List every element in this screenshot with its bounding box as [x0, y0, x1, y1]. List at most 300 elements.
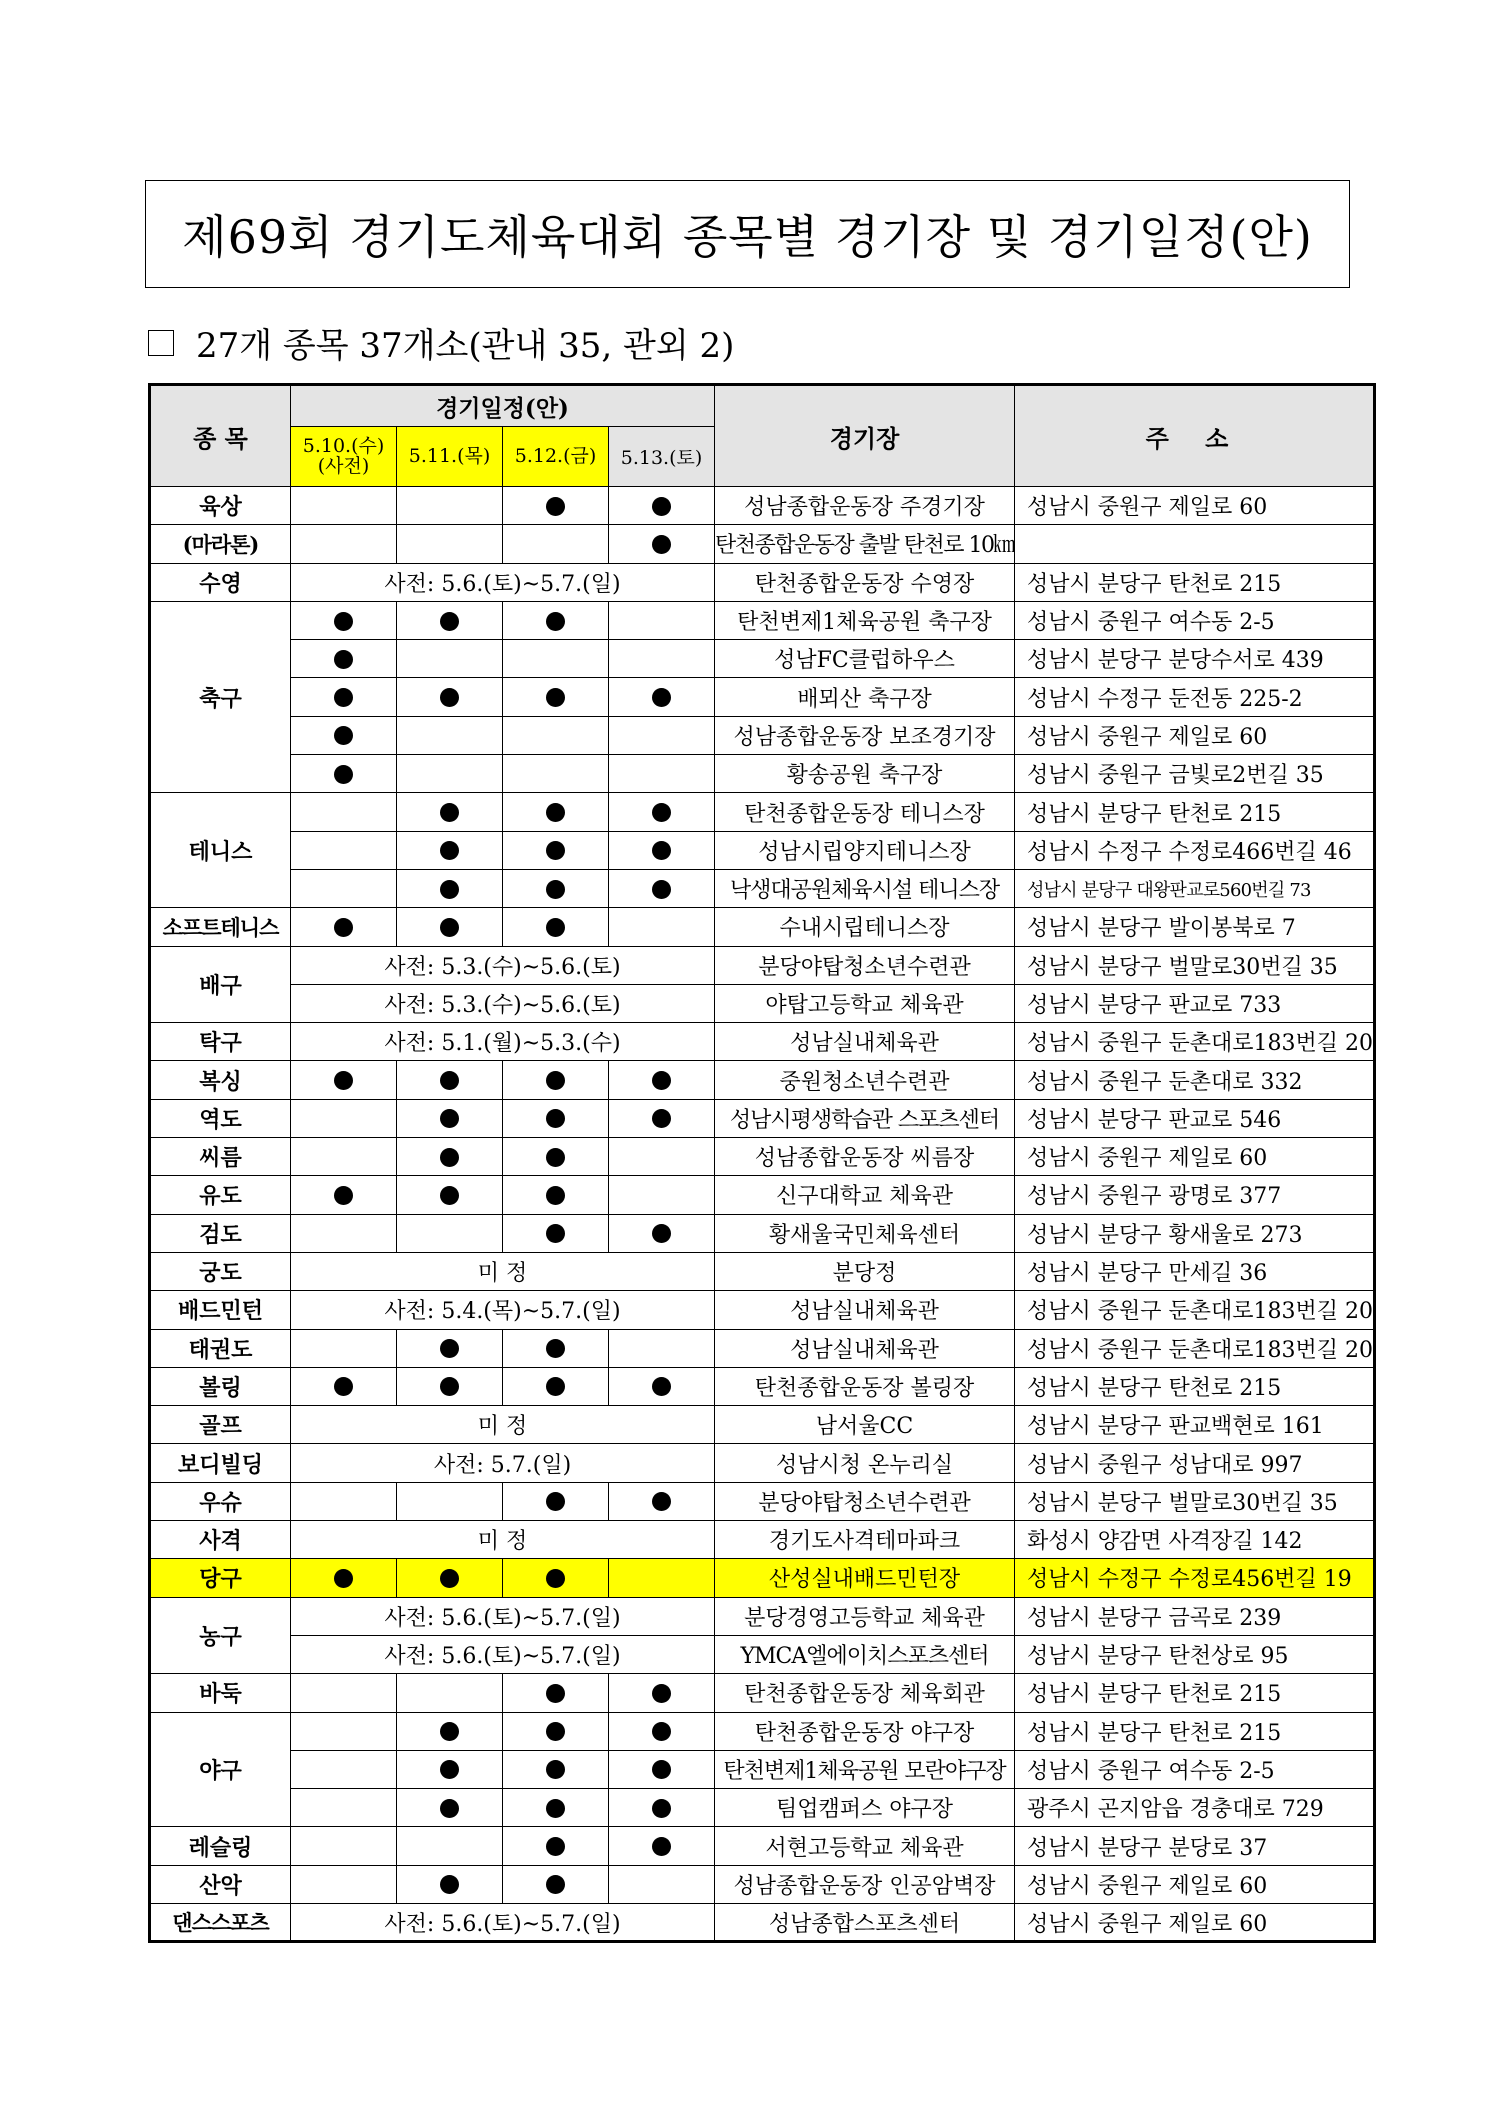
day-cell: [503, 755, 609, 793]
venue-address: 성남시 중원구 제일로 60: [1015, 1138, 1375, 1176]
filled-circle-icon: [334, 1071, 353, 1090]
filled-circle-icon: [546, 1071, 565, 1090]
day-cell: [503, 1138, 609, 1176]
filled-circle-icon: [440, 612, 459, 631]
day-cell: [291, 793, 397, 831]
day-cell: [503, 1099, 609, 1137]
venue-address: 성남시 중원구 제일로 60: [1015, 1865, 1375, 1903]
table-row: [150, 755, 1375, 793]
filled-circle-icon: [546, 497, 565, 516]
day-cell: [397, 1367, 503, 1405]
table-row: [150, 1712, 1375, 1750]
venue-address: 광주시 곤지암읍 경충대로 729: [1015, 1789, 1375, 1827]
venue-name: 탄천종합운동장 체육회관: [715, 1674, 1015, 1712]
filled-circle-icon: [440, 1569, 459, 1588]
filled-circle-icon: [440, 918, 459, 937]
filled-circle-icon: [440, 688, 459, 707]
table-row: [150, 1214, 1375, 1252]
venue-name: 성남종합운동장 인공암벽장: [715, 1865, 1015, 1903]
day-cell: [291, 1138, 397, 1176]
filled-circle-icon: [546, 1760, 565, 1779]
day-cell: [291, 1674, 397, 1712]
table-row: [150, 525, 1375, 563]
day-cell: [503, 601, 609, 639]
sport-name: 역도: [150, 1099, 291, 1137]
table-row: [150, 793, 1375, 831]
day-cell: [291, 1329, 397, 1367]
sport-name: 농구: [150, 1597, 291, 1674]
schedule-note: 사전: 5.6.(토)~5.7.(일): [291, 1903, 715, 1941]
day-cell: [609, 487, 715, 525]
venue-name: 성남실내체육관: [715, 1291, 1015, 1329]
filled-circle-icon: [440, 1186, 459, 1205]
schedule-note: 사전: 5.6.(토)~5.7.(일): [291, 1597, 715, 1635]
filled-circle-icon: [546, 1837, 565, 1856]
venue-address: 성남시 분당구 탄천로 215: [1015, 793, 1375, 831]
filled-circle-icon: [652, 535, 671, 554]
venue-address: 성남시 중원구 성남대로 997: [1015, 1444, 1375, 1482]
day-cell: [609, 1712, 715, 1750]
venue-name: 성남종합운동장 씨름장: [715, 1138, 1015, 1176]
filled-circle-icon: [440, 1339, 459, 1358]
table-row: [150, 1406, 1375, 1444]
day-cell: [503, 1789, 609, 1827]
venue-name: 분당경영고등학교 체육관: [715, 1597, 1015, 1635]
filled-circle-icon: [546, 918, 565, 937]
day-cell: [291, 1061, 397, 1099]
sport-name: 육상: [150, 487, 291, 525]
venue-name: 성남시립양지테니스장: [715, 831, 1015, 869]
day-cell: [397, 487, 503, 525]
table-row: [150, 984, 1375, 1022]
day-cell: [397, 831, 503, 869]
filled-circle-icon: [652, 1760, 671, 1779]
venue-name: 성남FC클럽하우스: [715, 640, 1015, 678]
filled-circle-icon: [334, 1186, 353, 1205]
filled-circle-icon: [440, 841, 459, 860]
sport-name: (마라톤): [150, 525, 291, 563]
schedule-note: 미 정: [291, 1521, 715, 1559]
day-cell: [503, 1367, 609, 1405]
venue-address: 성남시 분당구 벌말로30번길 35: [1015, 946, 1375, 984]
venue-address: 성남시 분당구 탄천로 215: [1015, 1674, 1375, 1712]
venue-name: 분당정: [715, 1252, 1015, 1290]
filled-circle-icon: [652, 1684, 671, 1703]
day-cell: [609, 1367, 715, 1405]
schedule-table: [148, 383, 1376, 1943]
table-row: [150, 487, 1375, 525]
day-cell: [609, 908, 715, 946]
sport-name: 유도: [150, 1176, 291, 1214]
day-cell: [503, 793, 609, 831]
sport-name: 테니스: [150, 793, 291, 908]
table-row: [150, 1329, 1375, 1367]
day-cell: [291, 1789, 397, 1827]
filled-circle-icon: [652, 1224, 671, 1243]
venue-address: 성남시 중원구 금빛로2번길 35: [1015, 755, 1375, 793]
table-row: [150, 1176, 1375, 1214]
sport-name: 당구: [150, 1559, 291, 1597]
day-cell: [609, 1138, 715, 1176]
table-row: [150, 1635, 1375, 1673]
venue-address: 성남시 중원구 둔촌대로183번길 20: [1015, 1329, 1375, 1367]
venue-address: 성남시 분당구 탄천로 215: [1015, 1367, 1375, 1405]
sport-name: 탁구: [150, 1023, 291, 1061]
filled-circle-icon: [652, 1071, 671, 1090]
schedule-note: 사전: 5.3.(수)~5.6.(토): [291, 946, 715, 984]
filled-circle-icon: [546, 1875, 565, 1894]
day-cell: [609, 1099, 715, 1137]
filled-circle-icon: [334, 726, 353, 745]
venue-address: 성남시 중원구 제일로 60: [1015, 487, 1375, 525]
day-cell: [397, 1061, 503, 1099]
filled-circle-icon: [440, 1109, 459, 1128]
venue-address: 성남시 중원구 둔촌대로183번길 20: [1015, 1023, 1375, 1061]
filled-circle-icon: [546, 1722, 565, 1741]
schedule-note: 사전: 5.4.(목)~5.7.(일): [291, 1291, 715, 1329]
header-row-1: [150, 385, 1375, 427]
filled-circle-icon: [546, 1799, 565, 1818]
filled-circle-icon: [440, 1799, 459, 1818]
venue-address: 성남시 중원구 여수동 2-5: [1015, 601, 1375, 639]
venue-name: 탄천변제1체육공원 모란야구장: [715, 1750, 1015, 1788]
day-cell: [503, 678, 609, 716]
day-cell: [397, 1674, 503, 1712]
filled-circle-icon: [440, 880, 459, 899]
table-row: [150, 1559, 1375, 1597]
venue-name: 수내시립테니스장: [715, 908, 1015, 946]
day-cell: [397, 1559, 503, 1597]
venue-address: 성남시 분당구 판교로 733: [1015, 984, 1375, 1022]
table-row: [150, 946, 1375, 984]
table-row: [150, 1521, 1375, 1559]
venue-address: [1015, 525, 1375, 563]
day-cell: [291, 1827, 397, 1865]
day-cell: [397, 908, 503, 946]
venue-address: 성남시 분당구 탄천로 215: [1015, 1712, 1375, 1750]
filled-circle-icon: [546, 1109, 565, 1128]
header-venue: 경기장: [715, 385, 1015, 487]
venue-name: 팀업캠퍼스 야구장: [715, 1789, 1015, 1827]
filled-circle-icon: [652, 803, 671, 822]
day-cell: [609, 869, 715, 907]
table-row: [150, 640, 1375, 678]
day-cell: [609, 755, 715, 793]
table-row: [150, 1789, 1375, 1827]
day-cell: [291, 831, 397, 869]
venue-name: 탄천변제1체육공원 축구장: [715, 601, 1015, 639]
venue-name: 분당야탑청소년수련관: [715, 946, 1015, 984]
day-cell: [291, 908, 397, 946]
subtitle: [148, 318, 734, 367]
sport-name: 사격: [150, 1521, 291, 1559]
day-cell: [609, 1674, 715, 1712]
venue-name: 경기도사격테마파크: [715, 1521, 1015, 1559]
day-cell: [397, 525, 503, 563]
filled-circle-icon: [440, 1760, 459, 1779]
day-cell: [609, 831, 715, 869]
venue-address: 성남시 중원구 둔촌대로183번길 20: [1015, 1291, 1375, 1329]
schedule-note: 사전: 5.7.(일): [291, 1444, 715, 1482]
sport-name: 우슈: [150, 1482, 291, 1520]
day-cell: [609, 716, 715, 754]
sport-name: 태권도: [150, 1329, 291, 1367]
day-cell: [503, 1865, 609, 1903]
day-cell: [397, 601, 503, 639]
venue-name: 중원청소년수련관: [715, 1061, 1015, 1099]
day-cell: [609, 1176, 715, 1214]
subtitle-text: 27개 종목 37개소(관내 35, 관외 2): [196, 326, 735, 366]
day-cell: [503, 1827, 609, 1865]
venue-name: 성남종합스포츠센터: [715, 1903, 1015, 1941]
venue-name: 탄천종합운동장 수영장: [715, 563, 1015, 601]
header-date-3: 5.12.(금): [503, 427, 609, 487]
day-cell: [397, 1138, 503, 1176]
day-cell: [503, 716, 609, 754]
sport-name: 보디빌딩: [150, 1444, 291, 1482]
filled-circle-icon: [652, 841, 671, 860]
sport-name: 댄스스포츠: [150, 1903, 291, 1941]
venue-name: 성남종합운동장 보조경기장: [715, 716, 1015, 754]
day-cell: [503, 1750, 609, 1788]
schedule-note: 미 정: [291, 1406, 715, 1444]
filled-circle-icon: [652, 1109, 671, 1128]
table-row: [150, 1099, 1375, 1137]
sport-name: 수영: [150, 563, 291, 601]
venue-name: 탄천종합운동장 출발 탄천로 10㎞: [715, 525, 1015, 563]
venue-name: 탄천종합운동장 테니스장: [715, 793, 1015, 831]
venue-address: 성남시 분당구 벌말로30번길 35: [1015, 1482, 1375, 1520]
sport-name: 레슬링: [150, 1827, 291, 1865]
day-cell: [397, 1329, 503, 1367]
venue-address: 성남시 수정구 수정로466번길 46: [1015, 831, 1375, 869]
day-cell: [503, 869, 609, 907]
day-cell: [397, 1099, 503, 1137]
header-date-2: 5.11.(목): [397, 427, 503, 487]
filled-circle-icon: [334, 765, 353, 784]
venue-name: 서현고등학교 체육관: [715, 1827, 1015, 1865]
venue-address: 성남시 분당구 분당로 37: [1015, 1827, 1375, 1865]
day-cell: [503, 1482, 609, 1520]
day-cell: [291, 525, 397, 563]
filled-circle-icon: [652, 1722, 671, 1741]
venue-address: 화성시 양감면 사격장길 142: [1015, 1521, 1375, 1559]
table-row: [150, 1827, 1375, 1865]
day-cell: [503, 1214, 609, 1252]
table-row: [150, 1865, 1375, 1903]
day-cell: [397, 1827, 503, 1865]
venue-address: 성남시 분당구 탄천로 215: [1015, 563, 1375, 601]
checkbox-square-icon: [148, 330, 174, 356]
filled-circle-icon: [440, 803, 459, 822]
day-cell: [609, 1865, 715, 1903]
day-cell: [397, 1789, 503, 1827]
sport-name: 바둑: [150, 1674, 291, 1712]
venue-name: 탄천종합운동장 야구장: [715, 1712, 1015, 1750]
day-cell: [609, 1329, 715, 1367]
filled-circle-icon: [652, 1377, 671, 1396]
day-cell: [291, 1099, 397, 1137]
table-row: [150, 1252, 1375, 1290]
venue-address: 성남시 수정구 수정로456번길 19: [1015, 1559, 1375, 1597]
day-cell: [503, 1559, 609, 1597]
sport-name: 검도: [150, 1214, 291, 1252]
venue-address: 성남시 분당구 분당수서로 439: [1015, 640, 1375, 678]
day-cell: [609, 601, 715, 639]
venue-name: 분당야탑청소년수련관: [715, 1482, 1015, 1520]
day-cell: [291, 678, 397, 716]
day-cell: [397, 678, 503, 716]
day-cell: [291, 1176, 397, 1214]
header-date-4: 5.13.(토): [609, 427, 715, 487]
venue-name: 신구대학교 체육관: [715, 1176, 1015, 1214]
filled-circle-icon: [334, 1377, 353, 1396]
day-cell: [397, 1750, 503, 1788]
schedule-note: 미 정: [291, 1252, 715, 1290]
venue-address: 성남시 중원구 제일로 60: [1015, 716, 1375, 754]
header-date-1: [291, 427, 397, 487]
sport-name: 소프트테니스: [150, 908, 291, 946]
table-row: [150, 601, 1375, 639]
filled-circle-icon: [652, 497, 671, 516]
sport-name: 축구: [150, 601, 291, 792]
day-cell: [291, 869, 397, 907]
filled-circle-icon: [546, 803, 565, 822]
table-row: [150, 1674, 1375, 1712]
filled-circle-icon: [440, 1722, 459, 1741]
day-cell: [609, 678, 715, 716]
filled-circle-icon: [334, 1569, 353, 1588]
venue-address: 성남시 분당구 판교백현로 161: [1015, 1406, 1375, 1444]
sport-name: 궁도: [150, 1252, 291, 1290]
table-row: [150, 831, 1375, 869]
header-date-1-line1: 5.10.(수): [302, 434, 385, 457]
day-cell: [609, 1482, 715, 1520]
filled-circle-icon: [546, 1492, 565, 1511]
day-cell: [291, 487, 397, 525]
venue-name: 남서울CC: [715, 1406, 1015, 1444]
day-cell: [291, 640, 397, 678]
venue-address: 성남시 분당구 발이봉북로 7: [1015, 908, 1375, 946]
table-row: [150, 1482, 1375, 1520]
filled-circle-icon: [546, 1377, 565, 1396]
day-cell: [397, 755, 503, 793]
day-cell: [291, 755, 397, 793]
sport-name: 야구: [150, 1712, 291, 1827]
filled-circle-icon: [546, 688, 565, 707]
venue-name: 성남종합운동장 주경기장: [715, 487, 1015, 525]
venue-name: YMCA엘에이치스포츠센터: [715, 1635, 1015, 1673]
filled-circle-icon: [440, 1148, 459, 1167]
filled-circle-icon: [652, 880, 671, 899]
venue-address: 성남시 분당구 탄천상로 95: [1015, 1635, 1375, 1673]
day-cell: [503, 1061, 609, 1099]
filled-circle-icon: [546, 612, 565, 631]
day-cell: [397, 640, 503, 678]
venue-name: 산성실내배드민턴장: [715, 1559, 1015, 1597]
day-cell: [503, 1329, 609, 1367]
day-cell: [609, 1559, 715, 1597]
venue-name: 성남시청 온누리실: [715, 1444, 1015, 1482]
filled-circle-icon: [440, 1875, 459, 1894]
sport-name: 배드민턴: [150, 1291, 291, 1329]
filled-circle-icon: [652, 1799, 671, 1818]
day-cell: [609, 1061, 715, 1099]
day-cell: [291, 1559, 397, 1597]
page-title: 제69회 경기도체육대회 종목별 경기장 및 경기일정(안): [145, 180, 1350, 288]
sport-name: 배구: [150, 946, 291, 1023]
table-row: [150, 1750, 1375, 1788]
table-row: [150, 1597, 1375, 1635]
filled-circle-icon: [652, 1492, 671, 1511]
day-cell: [397, 869, 503, 907]
day-cell: [609, 1789, 715, 1827]
day-cell: [503, 525, 609, 563]
day-cell: [291, 1712, 397, 1750]
day-cell: [291, 1865, 397, 1903]
table-row: [150, 563, 1375, 601]
day-cell: [609, 525, 715, 563]
day-cell: [503, 908, 609, 946]
venue-name: 성남시평생학습관 스포츠센터: [715, 1099, 1015, 1137]
venue-name: 성남실내체육관: [715, 1329, 1015, 1367]
day-cell: [291, 1367, 397, 1405]
table-row: [150, 678, 1375, 716]
header-address: 주 소: [1015, 385, 1375, 487]
venue-address: 성남시 분당구 금곡로 239: [1015, 1597, 1375, 1635]
day-cell: [503, 1712, 609, 1750]
sport-name: 복싱: [150, 1061, 291, 1099]
filled-circle-icon: [546, 1684, 565, 1703]
schedule-note: 사전: 5.6.(토)~5.7.(일): [291, 563, 715, 601]
venue-address: 성남시 분당구 만세길 36: [1015, 1252, 1375, 1290]
sport-name: 씨름: [150, 1138, 291, 1176]
day-cell: [609, 1827, 715, 1865]
table-row: [150, 716, 1375, 754]
table-row: [150, 1444, 1375, 1482]
filled-circle-icon: [652, 688, 671, 707]
day-cell: [397, 1865, 503, 1903]
schedule-note: 사전: 5.3.(수)~5.6.(토): [291, 984, 715, 1022]
day-cell: [609, 793, 715, 831]
header-sport: 종 목: [150, 385, 291, 487]
venue-address: 성남시 분당구 판교로 546: [1015, 1099, 1375, 1137]
filled-circle-icon: [546, 1339, 565, 1358]
table-row: [150, 1023, 1375, 1061]
filled-circle-icon: [334, 688, 353, 707]
venue-name: 낙생대공원체육시설 테니스장: [715, 869, 1015, 907]
venue-address: 성남시 분당구 황새울로 273: [1015, 1214, 1375, 1252]
day-cell: [609, 1750, 715, 1788]
schedule-note: 사전: 5.1.(월)~5.3.(수): [291, 1023, 715, 1061]
day-cell: [503, 487, 609, 525]
day-cell: [503, 1674, 609, 1712]
venue-address: 성남시 중원구 광명로 377: [1015, 1176, 1375, 1214]
day-cell: [397, 716, 503, 754]
day-cell: [397, 1712, 503, 1750]
header-date-1-line2: (사전): [317, 454, 370, 477]
day-cell: [397, 1482, 503, 1520]
day-cell: [503, 831, 609, 869]
sport-name: 산악: [150, 1865, 291, 1903]
day-cell: [609, 640, 715, 678]
sport-name: 골프: [150, 1406, 291, 1444]
table-row: [150, 908, 1375, 946]
table-row: [150, 1291, 1375, 1329]
day-cell: [291, 601, 397, 639]
day-cell: [397, 1214, 503, 1252]
filled-circle-icon: [334, 612, 353, 631]
